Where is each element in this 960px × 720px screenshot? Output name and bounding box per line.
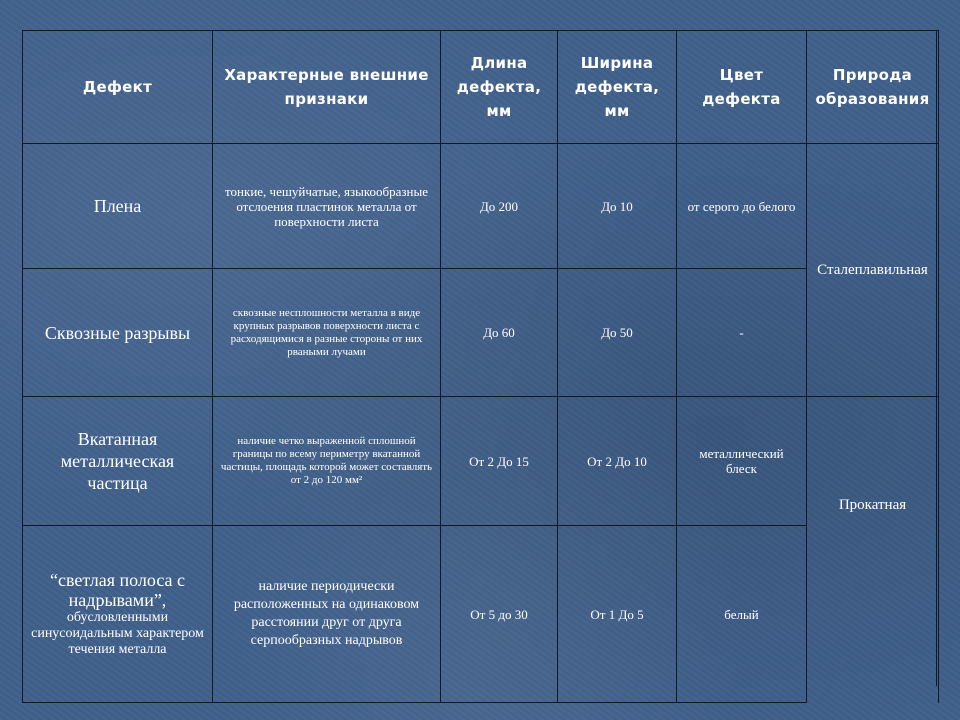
header-length: Длина дефекта, мм [441, 31, 558, 144]
table-header-row [23, 31, 939, 144]
defect-name: Вкатанная металлическая частица [23, 397, 213, 526]
header-color: Цвет дефекта [677, 31, 807, 144]
origin-rolling: Прокатная [807, 397, 939, 703]
defect-length: До 60 [441, 269, 558, 397]
table-row [23, 397, 939, 526]
defect-name: “светлая полоса с надрывами”, [49, 570, 186, 610]
table-right-border [936, 30, 937, 686]
defect-features: наличие периодически расположенных на одинаковом расстоянии друг от друга серпообразных надрывов [213, 526, 441, 703]
defect-color: от серого до белого [677, 144, 807, 269]
defect-width: От 2 До 10 [558, 397, 677, 526]
defect-features: наличие четко выраженной сплошной границы по всему периметру вкатанной частицы, площадь которой может составлять от 2 до 120 мм² [213, 397, 441, 526]
defect-color: - [677, 269, 807, 397]
defect-length: От 2 До 15 [441, 397, 558, 526]
header-defect: Дефект [23, 31, 213, 144]
defect-name: Плена [23, 144, 213, 269]
origin-steelmaking: Сталеплавильная [807, 144, 939, 397]
header-width: Ширина дефекта, мм [558, 31, 677, 144]
defect-color: белый [677, 526, 807, 703]
defect-features: сквозные несплошности металла в виде крупных разрывов поверхности листа с расходящимися в разные стороны от них рваными лучами [213, 269, 441, 397]
defect-length: До 200 [441, 144, 558, 269]
header-features: Характерные внешние признаки [213, 31, 441, 144]
defect-name: Сквозные разрывы [23, 269, 213, 397]
defect-width: До 10 [558, 144, 677, 269]
defect-width: До 50 [558, 269, 677, 397]
defect-color: металлический блеск [677, 397, 807, 526]
table-row [23, 526, 939, 703]
defect-name-note: обусловленными синусоидальным характером течения металла [31, 610, 204, 657]
table-row [23, 269, 939, 397]
defect-width: От 1 До 5 [558, 526, 677, 703]
defect-features: тонкие, чешуйчатые, языкообразные отслоения пластинок металла от поверхности листа [213, 144, 441, 269]
header-origin: Природа образования [807, 31, 939, 144]
defect-length: От 5 до 30 [441, 526, 558, 703]
table-row [23, 144, 939, 269]
defects-table [22, 30, 939, 703]
defect-name-cell [23, 526, 213, 703]
